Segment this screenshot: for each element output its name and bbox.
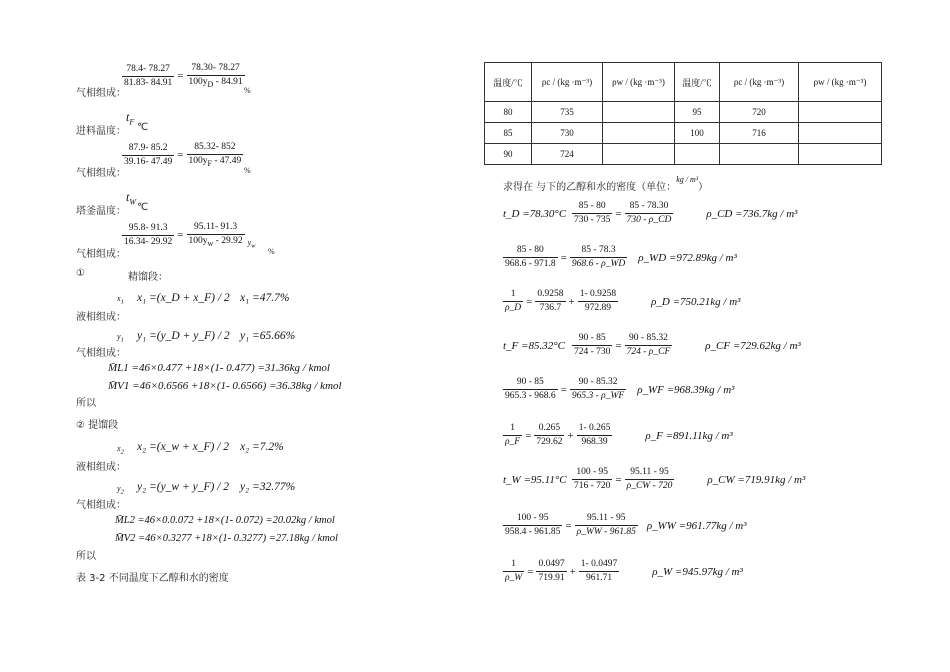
fraction-numerator: 90 - 85.32: [570, 376, 626, 390]
fraction-numerator: 95.11 - 95: [625, 466, 675, 480]
intro-unit: kg / m³: [676, 175, 699, 184]
section-marker-1: ①: [76, 268, 85, 279]
fraction-denominator: 968.6 - 971.8: [505, 259, 556, 269]
fraction-numerator: 1- 0.9258: [578, 288, 618, 302]
fraction-numerator: 85 - 80: [572, 200, 612, 214]
gas-composition-equation-3: $\frac{95.8- 91.3}{16.34- 29.92}$ = $\frac{95.11- 91.3}{100y_w - 29.92}$ $y_w$: [124, 222, 256, 250]
gas-var-1: [117, 332, 124, 344]
denominator-sub: F: [207, 158, 212, 168]
var-sub: 1: [120, 336, 124, 344]
fraction-denominator: 961.71: [585, 573, 613, 583]
fraction-numerator: 1: [503, 558, 524, 572]
denominator-tail: - 84.91: [213, 77, 243, 87]
table-header-cell: ρc / (kg ·m⁻³): [532, 63, 603, 102]
fraction-numerator: 78.30- 78.27: [187, 62, 245, 76]
var-sub: 1: [120, 298, 124, 306]
table-cell: 80: [485, 102, 532, 123]
gas-composition-equation-1: $\frac{78.4- 78.27}{81.83- 84.91}$ = $\frac{78.30- 78.27}{100y_D - 84.91}$: [124, 63, 243, 89]
feed-temp-symbol: [126, 110, 134, 126]
fraction-denominator: 724 - 730: [574, 347, 611, 357]
fraction-denominator: ρ_D: [505, 303, 522, 313]
denominator-sub: w: [207, 238, 214, 248]
density-equation-5: $\frac{90 - 85}{965.3 - 968.6}$ = $\frac{90 - 85.32}{965.3 - \rho\_WF}$ ρ_WF =968.39kg / m³: [505, 377, 735, 401]
table-header-cell: ρw / (kg ·m⁻³): [799, 63, 882, 102]
gas-composition-equation-4: y₁ =(y_D + y_F) / 2: [137, 330, 230, 342]
denominator-tail: - 47.49: [211, 156, 242, 166]
feed-temp-label: 进料温度：: [76, 126, 126, 137]
fraction-numerator: 85 - 78.3: [570, 244, 627, 258]
fraction-denominator: 730 - 735: [574, 215, 611, 225]
bottom-temp-unit: ℃: [137, 202, 149, 213]
molar-mass-liquid-1: [108, 362, 330, 374]
stripping-section-title: ② 提馏段: [76, 420, 119, 431]
fraction-numerator: 90 - 85: [572, 332, 612, 346]
fraction-denominator: 968.6 - ρ_WD: [571, 259, 626, 269]
bottom-temp-symbol: [126, 190, 136, 206]
fraction-numerator: 85 - 78.30: [625, 200, 674, 214]
feed-temp-unit: ℃: [137, 122, 149, 133]
density-result: ρ_W =945.97kg / m³: [652, 565, 743, 578]
fraction-denominator: 958.4 - 961.85: [505, 527, 561, 537]
fraction-denominator: 968.39: [581, 437, 608, 447]
fraction-denominator: ρ_WW - 961.85: [576, 527, 636, 537]
density-equation-4: t_F =85.32°C $\frac{90 - 85}{724 - 730}$ = $\frac{90 - 85.32}{724 - \rho\_CF}$ ρ_CF =729.62kg / m³: [503, 333, 801, 357]
density-result: ρ_WW =961.77kg / m³: [646, 519, 747, 532]
fraction-denominator: 965.3 - ρ_WF: [571, 391, 625, 401]
fraction-denominator: 730 - ρ_CD: [626, 215, 672, 225]
symbol-t: t: [126, 190, 130, 204]
so-label-2: 所以: [76, 551, 96, 562]
table-header-row: [485, 63, 882, 102]
symbol-sub: W: [129, 197, 137, 207]
symbol-sub: F: [129, 117, 135, 127]
gas-composition-label-3: 气相组成：: [76, 249, 126, 260]
gas-composition-label-5: 气相组成：: [76, 500, 126, 511]
fraction-denominator: 719.91: [538, 573, 565, 583]
fraction-denominator: ρ_W: [505, 573, 523, 583]
trail-sub: w: [251, 242, 256, 250]
var-symbol: x: [117, 444, 121, 453]
fraction-denominator: 716 - 720: [574, 481, 611, 491]
density-result: ρ_WF =968.39kg / m³: [637, 383, 735, 396]
fraction-numerator: 95.11- 91.3: [187, 221, 245, 235]
liquid-composition-equation-2: x₂ =(x_w + x_F) / 2: [137, 441, 230, 453]
fraction-numerator: 78.4- 78.27: [122, 63, 174, 77]
molar-mass-vapor-1: [108, 380, 342, 392]
temp-lhs: t_F =85.32°C: [503, 339, 565, 352]
table-row: [485, 102, 882, 123]
table-cell: 100: [675, 123, 720, 144]
table-cell: [799, 144, 882, 165]
fraction-denominator: ρ_F: [505, 437, 521, 447]
bottom-temp-label: 塔釜温度：: [76, 206, 126, 217]
table-row: [485, 123, 882, 144]
mass-expression: =46×0.477 +18×(1- 0.477) =31.36kg / kmol: [131, 362, 330, 374]
fraction-numerator: 90 - 85: [503, 376, 558, 390]
fraction-denominator: ρ_CW - 720: [626, 481, 673, 491]
fraction-denominator: 39.16- 47.49: [124, 156, 173, 167]
table-cell: 716: [720, 123, 799, 144]
fraction-denominator: 81.83- 84.91: [124, 77, 173, 88]
table-header-cell: 温度/℃: [485, 63, 532, 102]
table-header-cell: ρw / (kg ·m⁻³): [603, 63, 675, 102]
table-cell: 85: [485, 123, 532, 144]
var-sub: 2: [120, 448, 124, 456]
fraction-denominator: 16.34- 29.92: [124, 236, 173, 247]
denominator-sub: D: [207, 79, 214, 89]
var-sub: 2: [120, 488, 124, 496]
trail-symbol: y: [247, 237, 252, 247]
density-result: ρ_CW =719.91kg / m³: [707, 473, 806, 486]
liquid-composition-equation-1: x₁ =(x_D + x_F) / 2: [137, 292, 230, 304]
intro-text: 求得在 与下的乙醇和水的密度（单位：: [503, 182, 677, 193]
fraction-numerator: 0.9258: [535, 288, 565, 302]
liquid-composition-label-2: 液相组成：: [76, 462, 126, 473]
var-symbol: y: [117, 484, 121, 493]
temp-lhs: t_D =78.30°C: [503, 207, 567, 220]
table-cell: [720, 144, 799, 165]
fraction-numerator: 1- 0.0497: [579, 558, 619, 572]
fraction-denominator: 972.89: [584, 303, 611, 313]
gas-composition-result-4: y₁ =65.66%: [240, 330, 296, 342]
table-cell: 730: [532, 123, 603, 144]
mass-symbol: M̄V1: [108, 380, 130, 392]
mass-expression: =46×0.6566 +18×(1- 0.6566) =36.38kg / kmol: [132, 380, 342, 392]
gas-composition-label-2: 气相组成：: [76, 168, 126, 179]
gas-composition-equation-5: y₂ =(y_w + y_F) / 2: [137, 481, 230, 493]
density-table: [484, 62, 882, 165]
trailing-var: [248, 238, 256, 250]
table-cell: 724: [532, 144, 603, 165]
intro-close: ）: [698, 182, 709, 193]
symbol-t: t: [126, 110, 130, 124]
density-equation-1: t_D =78.30°C $\frac{85 - 80}{730 - 735}$ = $\frac{85 - 78.30}{730 - \rho\_CD}$ ρ_CD =736.7kg / m³: [503, 201, 798, 225]
var-symbol: y: [117, 332, 121, 341]
density-equation-6: $\frac{1}{\rho\_F}$ = $\frac{0.265}{729.62}$ + $\frac{1- 0.265}{968.39}$ ρ_F =891.11kg / m³: [505, 423, 733, 447]
fraction-denominator: 729.62: [536, 437, 563, 447]
mass-symbol: M̄L1: [108, 362, 129, 374]
denominator-tail: - 29.92: [213, 236, 243, 246]
table-cell: 90: [485, 144, 532, 165]
density-result: ρ_D =750.21kg / m³: [651, 295, 741, 308]
molar-mass-vapor-2: [115, 533, 338, 544]
table-cell: 95: [675, 102, 720, 123]
density-result: ρ_CF =729.62kg / m³: [705, 339, 801, 352]
table-cell: [675, 144, 720, 165]
denominator-var: 100y: [188, 156, 208, 166]
temp-lhs: t_W =95.11°C: [503, 473, 567, 486]
gas-composition-label-4: 气相组成：: [76, 348, 126, 359]
fraction-numerator: 95.8- 91.3: [122, 222, 174, 236]
mass-expression: =46×0.0.072 +18×(1- 0.072) =20.02kg / kmol: [137, 515, 335, 526]
liquid-composition-result-1: x₁ =47.7%: [240, 292, 290, 304]
density-result: ρ_CD =736.7kg / m³: [706, 207, 798, 220]
so-label-1: 所以: [76, 398, 96, 409]
gas-composition-equation-2: $\frac{87.9- 85.2}{39.16- 47.49}$ = $\frac{85.32- 852}{100y_F - 47.49}$: [124, 142, 242, 168]
density-equation-2: $\frac{85 - 80}{968.6 - 971.8}$ = $\frac{85 - 78.3}{968.6 - \rho\_WD}$ ρ_WD =972.89kg / m³: [505, 245, 737, 269]
table-cell: [603, 102, 675, 123]
fraction-numerator: 85 - 80: [503, 244, 558, 258]
table-cell: [603, 144, 675, 165]
liquid-composition-label-1: 液相组成：: [76, 312, 126, 323]
gas-composition-result-5: y₂ =32.77%: [240, 481, 296, 493]
density-result: ρ_F =891.11kg / m³: [645, 429, 733, 442]
fraction-numerator: 0.0497: [536, 558, 566, 572]
fraction-denominator: [187, 235, 245, 250]
fraction-numerator: 100 - 95: [572, 466, 612, 480]
unit-percent-2: %: [244, 166, 251, 175]
fraction-denominator: 965.3 - 968.6: [505, 391, 556, 401]
denominator-var: 100y: [188, 77, 208, 87]
density-equation-7: t_W =95.11°C $\frac{100 - 95}{716 - 720}$ = $\frac{95.11 - 95}{\rho\_CW - 720}$ ρ_CW =719.91kg / m³: [503, 467, 806, 491]
liquid-var-2: [117, 444, 124, 456]
table-cell: [603, 123, 675, 144]
fraction-denominator: [187, 76, 245, 91]
gas-composition-label-1: 气相组成：: [76, 88, 126, 99]
table-cell: [799, 102, 882, 123]
table-cell: 720: [720, 102, 799, 123]
mass-symbol: M̄L2: [115, 515, 135, 526]
fraction-numerator: 87.9- 85.2: [122, 142, 174, 156]
fraction-denominator: [187, 155, 244, 170]
liquid-composition-result-2: x₂ =7.2%: [240, 441, 284, 453]
rectifying-section-title: 精馏段：: [128, 272, 168, 283]
fraction-numerator: 1: [503, 288, 523, 302]
density-intro: [503, 175, 709, 193]
fraction-numerator: 0.265: [534, 422, 564, 436]
table-cell: [799, 123, 882, 144]
liquid-var-1: [117, 294, 124, 306]
fraction-numerator: 85.32- 852: [187, 141, 244, 155]
density-equation-8: $\frac{100 - 95}{958.4 - 961.85}$ = $\frac{95.11 - 95}{\rho\_WW - 961.85}$ ρ_WW =961.77kg / m³: [505, 513, 747, 537]
fraction-numerator: 90 - 85.32: [625, 332, 673, 346]
fraction-numerator: 95.11 - 95: [575, 512, 638, 526]
table-cell: 735: [532, 102, 603, 123]
table-header-cell: ρc / (kg ·m⁻³): [720, 63, 799, 102]
density-equation-9: $\frac{1}{\rho\_W}$ = $\frac{0.0497}{719.91}$ + $\frac{1- 0.0497}{961.71}$ ρ_W =945.97kg / m³: [505, 559, 743, 583]
gas-var-2: [117, 484, 124, 496]
unit-percent-3: %: [268, 247, 275, 256]
denominator-var: 100y: [188, 236, 208, 246]
table-row: [485, 144, 882, 165]
fraction-denominator: 724 - ρ_CF: [626, 347, 671, 357]
table-caption: 表 3-2 不同温度下乙醇和水的密度: [76, 573, 229, 584]
fraction-numerator: 1: [503, 422, 522, 436]
table-header-cell: 温度/℃: [675, 63, 720, 102]
unit-percent-1: %: [244, 86, 251, 95]
mass-symbol: M̄V2: [115, 533, 136, 544]
fraction-numerator: 1- 0.265: [577, 422, 613, 436]
mass-expression: =46×0.3277 +18×(1- 0.3277) =27.18kg / kmol: [138, 533, 338, 544]
fraction-numerator: 100 - 95: [503, 512, 562, 526]
molar-mass-liquid-2: [115, 515, 335, 526]
density-result: ρ_WD =972.89kg / m³: [638, 251, 737, 264]
density-equation-3: $\frac{1}{\rho\_D}$ = $\frac{0.9258}{736.7}$ + $\frac{1- 0.9258}{972.89}$ ρ_D =750.21kg / m³: [505, 289, 741, 313]
var-symbol: x: [117, 294, 121, 303]
fraction-denominator: 736.7: [539, 303, 562, 313]
